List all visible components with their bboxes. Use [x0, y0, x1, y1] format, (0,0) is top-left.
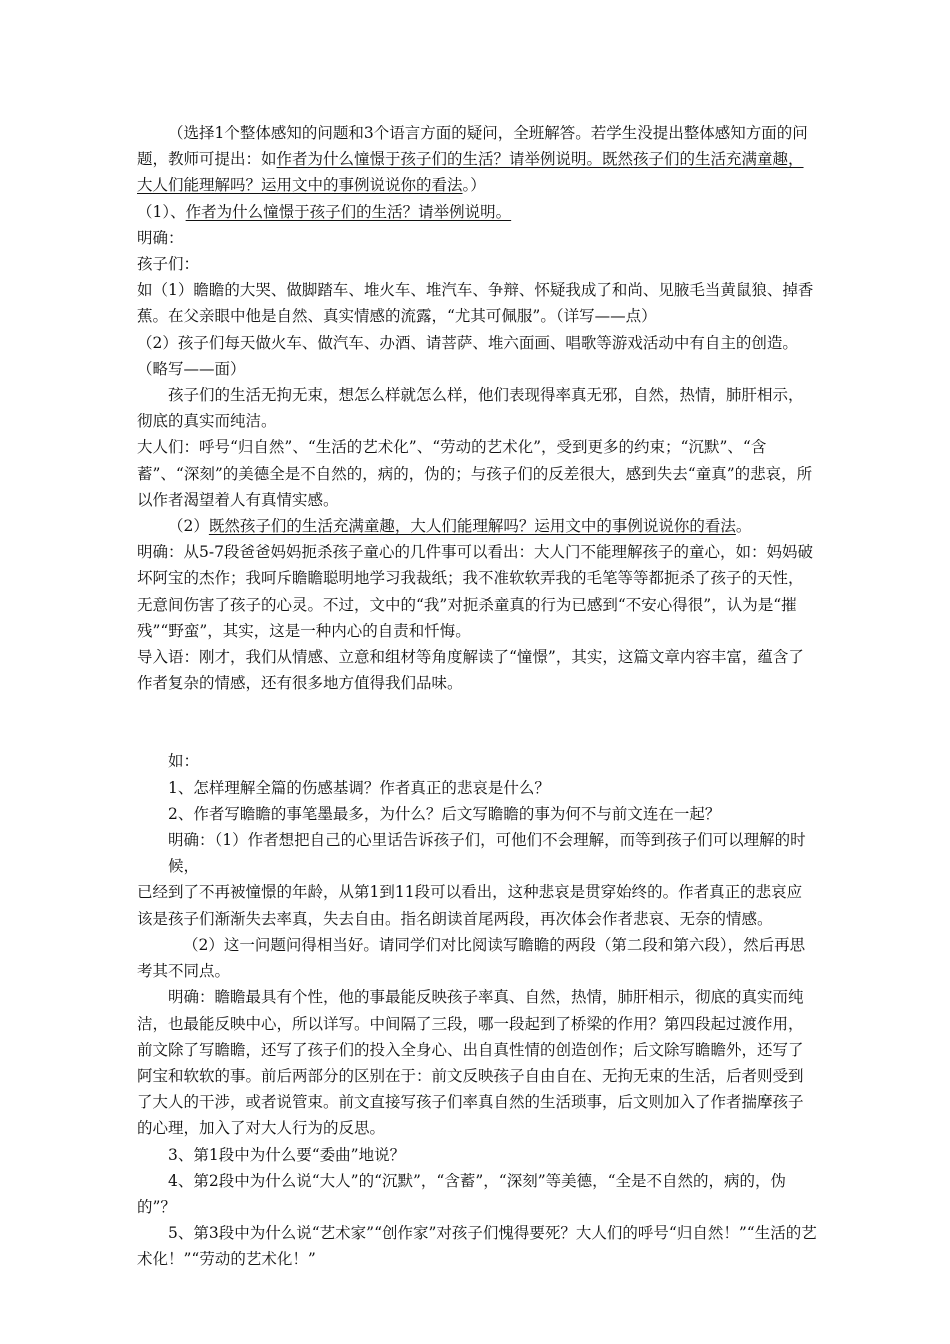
answer-3-first-part: 明确：（1）作者想把自己的心里话告诉孩子们，可他们不会理解，而等到孩子们可以理解的时候，: [168, 831, 806, 876]
question-2-period: 。: [735, 517, 752, 536]
question-1-number: （1）、: [137, 202, 186, 221]
list-item-3: 3、第1段中为什么要“委曲”地说？: [168, 1145, 406, 1164]
question-2: [137, 513, 817, 539]
list-item-1: 1、怎样理解全篇的伤感基调？作者真正的悲哀是什么？: [168, 778, 550, 797]
answer-4: 明确：瞻瞻最具有个性，他的事最能反映孩子率真、自然，热情，肺肝相示，彻底的真实而纯洁，也最能反映中心，所以详写。中间隔了三段，哪一段起到了桥梁的作用？第四段起过渡作用，前文除了写瞻瞻，还写了孩子们的投入全身心、出自真性情的创造创作；后文除写瞻瞻外，还写了阿宝和软软的事。前后两部分的区别在于：前文反映孩子自由自在、无拘无束的生活，后者则受到了大人的干涉，或者说管束。前文直接写孩子们率真自然的生活琐事，后文则加入了作者揣摩孩子的心理，加入了对大人行为的反思。: [137, 988, 804, 1138]
transition-paragraph: 导入语：刚才，我们从情感、立意和组材等角度解读了“憧憬”，其实，这篇文章内容丰富，蕴含了作者复杂的情感，还有很多地方值得我们品味。: [137, 648, 804, 693]
list-item-2: 2、作者写瞻瞻的事笔墨最多，为什么？后文写瞻瞻的事为何不与前文连在一起？: [168, 804, 721, 823]
blank-gap: [137, 696, 817, 748]
example-1: 如（1）瞻瞻的大哭、做脚踏车、堆火车、堆汽车、争辩、怀疑我成了和尚、见腋毛当黄鼠狼、掉香蕉。在父亲眼中他是自然、真实情感的流露，“尤其可佩服”。（详写——点）: [137, 281, 814, 326]
list-item-5: 5、第3段中为什么说“艺术家”“创作家”对孩子们愧得要死？大人们的呼号“归自然！”“生活的艺术化！”“劳动的艺术化！”: [137, 1224, 817, 1269]
children-summary: 孩子们的生活无拘无束，想怎么样就怎么样，他们表现得率真无邪，自然，热情，肺肝相示，彻底的真实而纯洁。: [137, 386, 804, 431]
examples-label: 如：: [168, 752, 200, 771]
example-2: （2）孩子们每天做火车、做汽车、办酒、请菩萨、堆六面画、唱歌等游戏活动中有自主的创造。（略写——面）: [137, 333, 798, 378]
question-1: [137, 199, 817, 225]
list-item-4: 4、第2段中为什么说“大人”的“沉默”，“含蓄”，“深刻”等美德，“全是不自然的，病的，伪的”？: [137, 1171, 787, 1216]
intro-paragraph: [137, 120, 817, 199]
answer-label-1: 明确：: [137, 228, 184, 247]
question-2-number: （2）: [168, 517, 209, 536]
intro-text: （选择1个整体感知的问题和3个语言方面的疑问，全班解答。若学生没提出整体感知方面的问题，教师可提出：如: [137, 124, 808, 169]
adults-paragraph: 大人们：呼号“归自然”、“生活的艺术化”、“劳动的艺术化”，受到更多的约束；“沉默”、“含蓄”、“深刻”的美德全是不自然的，病的，伪的；与孩子们的反差很大，感到失去“童真”的悲哀，所以作者渴望着人有真情实感。: [137, 438, 813, 509]
answer-2: 明确：从5-7段爸爸妈妈扼杀孩子童心的几件事可以看出：大人门不能理解孩子的童心，如：妈妈破坏阿宝的杰作；我呵斥瞻瞻聪明地学习我裁纸；我不准软软弄我的毛笔等等都扼杀了孩子的天性，无意间伤害了孩子的心灵。不过，文中的“我”对扼杀童真的行为已感到“不安心得很”，认为是“摧残”“野蛮”，其实，这是一种内心的自责和忏悔。: [137, 543, 813, 640]
document-page: [137, 120, 817, 1273]
part-2-paragraph: （2）这一问题问得相当好。请同学们对比阅读写瞻瞻的两段（第二段和第六段），然后再思考其不同点。: [137, 935, 806, 981]
question-1-text: 作者为什么憧憬于孩子们的生活？请举例说明。: [185, 202, 512, 221]
intro-underlined-question: 作者为什么憧憬于孩子们的生活？请举例说明。既然孩子们的生活充满童趣，大人们能理解吗？运用文中的事例说说你的看法: [137, 150, 804, 195]
children-heading: 孩子们：: [137, 255, 200, 274]
intro-closing: 。）: [462, 176, 486, 195]
question-2-text: 既然孩子们的生活充满童趣，大人们能理解吗？运用文中的事例说说你的看法: [208, 517, 736, 536]
answer-3-continued: 已经到了不再被憧憬的年龄，从第1到11段可以看出，这种悲哀是贯穿始终的。作者真正的悲哀应该是孩子们渐渐失去率真，失去自由。指名朗读首尾两段，再次体会作者悲哀、无奈的情感。: [137, 883, 803, 928]
